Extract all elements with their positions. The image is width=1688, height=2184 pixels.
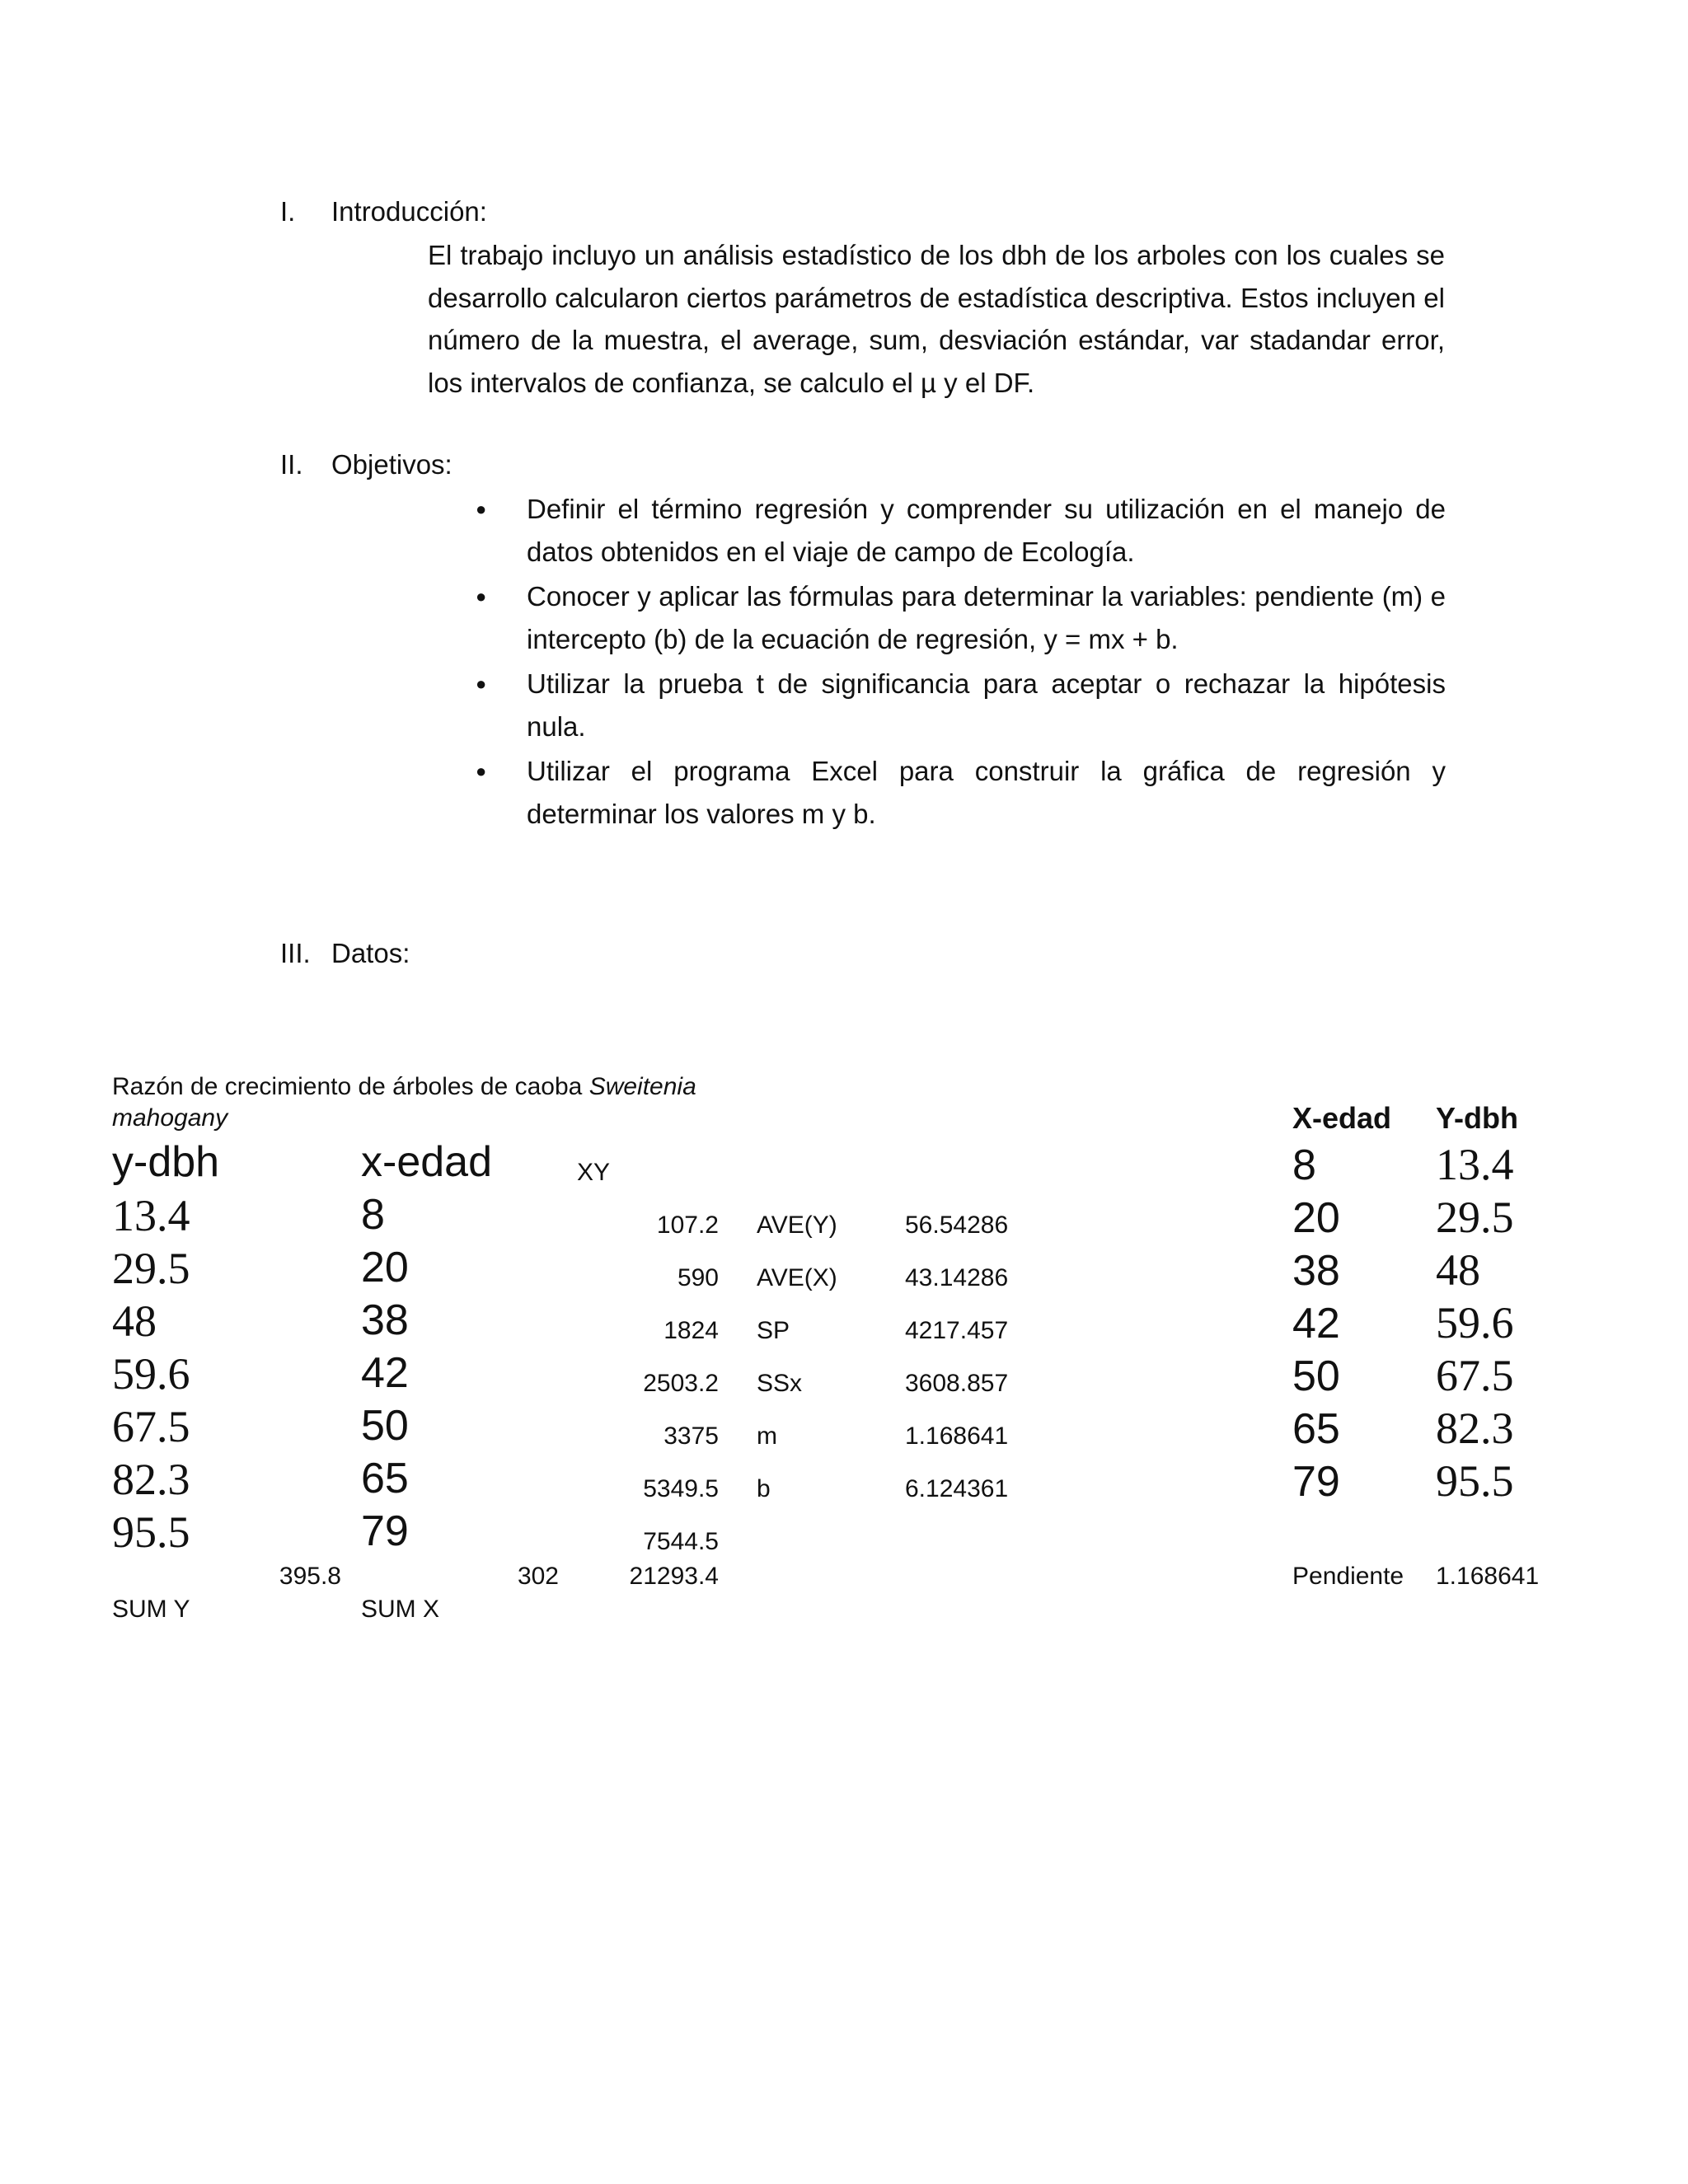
sum-x-value: 302	[517, 1563, 559, 1590]
right-x-cell: 38	[1292, 1247, 1340, 1295]
right-y-cell: 95.5	[1436, 1456, 1514, 1506]
y-dbh-cell: 48	[112, 1296, 157, 1346]
objectives-list	[473, 488, 1446, 837]
stat-value-ave-x: 43.14286	[905, 1264, 1009, 1291]
y-dbh-cell: 82.3	[112, 1455, 190, 1504]
x-edad-cell: 42	[361, 1349, 409, 1397]
x-edad-cell: 65	[361, 1455, 409, 1502]
objective-item: ● Utilizar la prueba t de significancia para aceptar o rechazar la hipótesis nula.	[473, 663, 1446, 748]
section-introduction-heading	[280, 196, 487, 227]
y-dbh-cell: 13.4	[112, 1191, 190, 1240]
stat-label-b: b	[757, 1475, 771, 1502]
section-title: Objetivos:	[331, 449, 452, 480]
right-y-cell: 67.5	[1436, 1351, 1514, 1400]
x-edad-cell: 50	[361, 1402, 409, 1450]
sum-y-value: 395.8	[279, 1563, 341, 1590]
xy-cell: 3375	[663, 1422, 719, 1450]
section-number: III.	[280, 938, 311, 968]
bullet-icon: ●	[476, 761, 487, 781]
right-y-cell: 29.5	[1436, 1193, 1514, 1242]
column-header-x-edad: x-edad	[361, 1138, 492, 1186]
section-title: Datos:	[331, 938, 410, 968]
stat-label-ave-y: AVE(Y)	[757, 1212, 837, 1239]
stat-label-m: m	[757, 1422, 777, 1450]
stat-label-sp: SP	[757, 1317, 790, 1344]
bullet-icon: ●	[476, 499, 487, 519]
introduction-paragraph: El trabajo incluyo un análisis estadístico de los dbh de los arboles con los cuales se desarrollo calcularon ciertos parámetros de estadística descriptiva. Estos incluyen el número de la muestra, el average, sum, desviación estándar, var stadandar error, los intervalos de confianza, se calculo el µ y el DF.	[428, 240, 1445, 398]
section-objectives-heading	[280, 449, 452, 480]
section-number: II.	[280, 449, 303, 480]
y-dbh-cell: 67.5	[112, 1402, 190, 1451]
sheet-title: Razón de crecimiento de árboles de caoba Sweitenia	[112, 1073, 696, 1100]
right-x-cell: 65	[1292, 1405, 1340, 1453]
right-y-cell: 48	[1436, 1245, 1480, 1295]
right-y-cell: 59.6	[1436, 1298, 1514, 1347]
xy-cell: 5349.5	[643, 1475, 719, 1502]
section-data-heading	[280, 938, 410, 969]
right-header-y-dbh: Y-dbh	[1436, 1101, 1518, 1135]
right-header-x-edad: X-edad	[1292, 1101, 1392, 1135]
y-dbh-cell: 95.5	[112, 1507, 190, 1557]
x-edad-cell: 8	[361, 1191, 385, 1239]
xy-cell: 590	[677, 1264, 719, 1291]
xy-cell: 1824	[663, 1317, 719, 1344]
bullet-icon: ●	[476, 586, 487, 607]
y-dbh-cell: 29.5	[112, 1244, 190, 1293]
slope-value: 1.168641	[1436, 1563, 1540, 1590]
objective-item: ● Definir el término regresión y comprender su utilización en el manejo de datos obtenidos en el viaje de campo de Ecología.	[473, 488, 1446, 573]
sum-xy-value: 21293.4	[629, 1563, 719, 1590]
x-edad-cell: 20	[361, 1244, 409, 1291]
right-y-cell: 13.4	[1436, 1140, 1514, 1189]
right-x-cell: 79	[1292, 1458, 1340, 1506]
sum-x-label: SUM X	[361, 1596, 440, 1623]
stat-label-ssx: SSx	[757, 1370, 803, 1397]
column-header-xy: XY	[577, 1159, 611, 1186]
right-y-cell: 82.3	[1436, 1404, 1514, 1453]
bullet-icon: ●	[476, 673, 487, 694]
section-title: Introducción:	[331, 196, 487, 227]
section-number: I.	[280, 196, 296, 227]
objective-item: ● Utilizar el programa Excel para construir la gráfica de regresión y determinar los valores m y b.	[473, 750, 1446, 835]
xy-cell: 107.2	[656, 1212, 719, 1239]
y-dbh-cell: 59.6	[112, 1349, 190, 1399]
sum-y-label: SUM Y	[112, 1596, 190, 1623]
right-x-cell: 8	[1292, 1141, 1316, 1189]
stat-value-m: 1.168641	[905, 1422, 1009, 1450]
stat-value-sp: 4217.457	[905, 1317, 1009, 1344]
sheet-title-continued: mahogany	[112, 1104, 228, 1132]
right-x-cell: 50	[1292, 1352, 1340, 1400]
objective-item: ● Conocer y aplicar las fórmulas para determinar la variables: pendiente (m) e intercepto (b) de la ecuación de regresión, y = mx + b.	[473, 575, 1446, 660]
column-header-y-dbh: y-dbh	[112, 1138, 220, 1186]
x-edad-cell: 38	[361, 1296, 409, 1344]
stat-label-ave-x: AVE(X)	[757, 1264, 837, 1291]
stat-value-ave-y: 56.54286	[905, 1212, 1009, 1239]
stat-value-b: 6.124361	[905, 1475, 1009, 1502]
x-edad-cell: 79	[361, 1507, 409, 1555]
right-x-cell: 42	[1292, 1300, 1340, 1347]
slope-label: Pendiente	[1292, 1563, 1404, 1590]
xy-cell: 7544.5	[643, 1528, 719, 1555]
xy-cell: 2503.2	[643, 1370, 719, 1397]
stat-value-ssx: 3608.857	[905, 1370, 1009, 1397]
right-x-cell: 20	[1292, 1194, 1340, 1242]
